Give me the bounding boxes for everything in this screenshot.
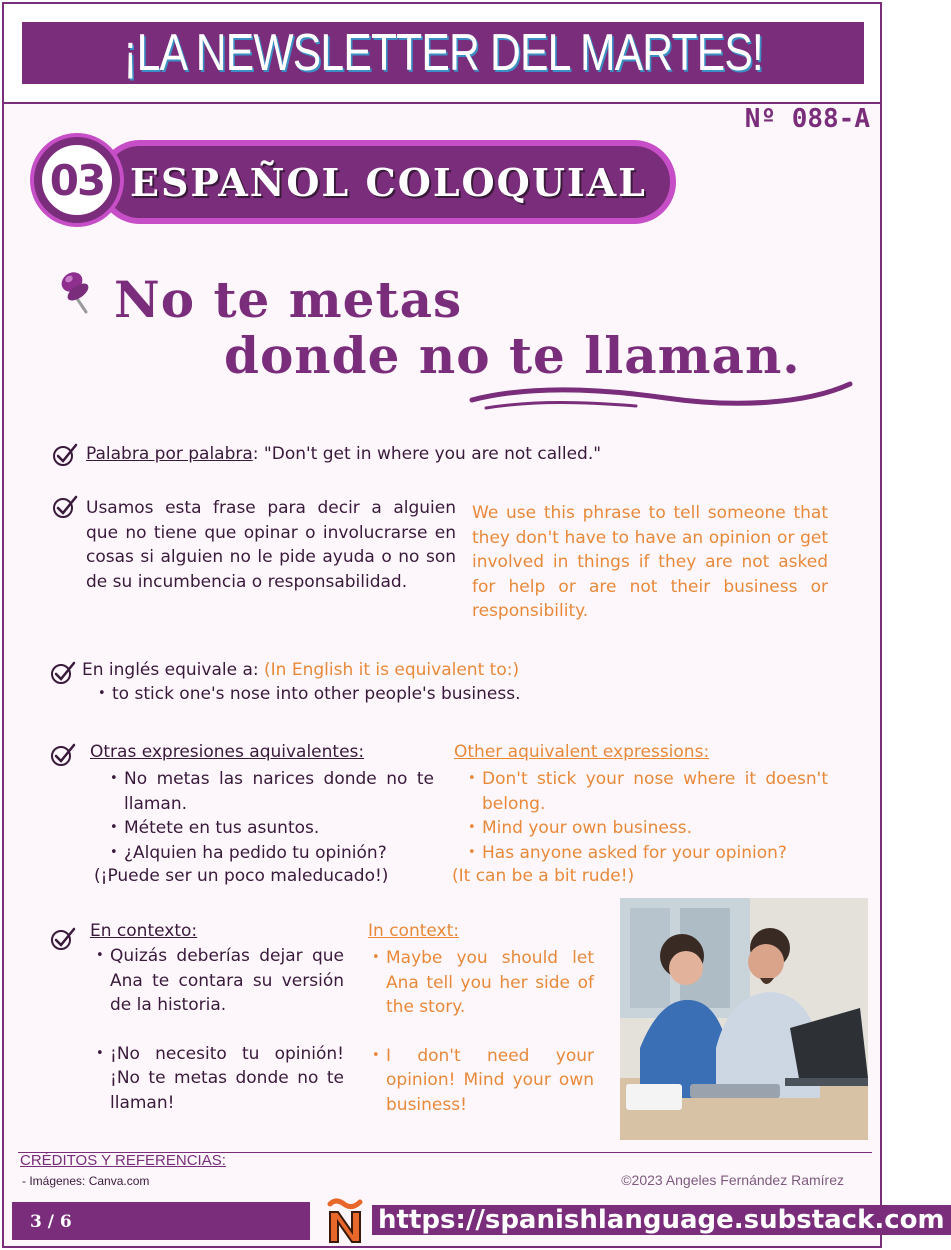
check-circle-icon [50, 742, 76, 768]
header [4, 4, 880, 104]
usage-spanish: Usamos esta frase para decir a alguien que no tiene que opinar o involucrarse en cosas si alguien no le pide ayuda o no son de su incumbencia o responsabilidad. [86, 498, 456, 592]
other-expressions-title-en: Other aquivalent expressions: [454, 742, 710, 762]
check-circle-icon [50, 926, 76, 952]
list-item: • to stick one's nose into other people's business. [98, 682, 798, 707]
list-item: • Quizás deberías dejar que Ana te contara su versión de la historia. [96, 944, 344, 1018]
copyright: ©2023 Angeles Fernández Ramírez [621, 1172, 844, 1188]
pushpin-icon [58, 268, 98, 316]
credits-title: CRÉDITOS Y REFERENCIAS: [20, 1152, 226, 1169]
phrase-title-line1: No te metas [114, 270, 463, 329]
list-item: • Métete en tus asuntos. [110, 816, 434, 841]
issue-number: Nº 088-A [744, 104, 870, 134]
check-circle-icon [52, 442, 78, 468]
page-number: 3 / 6 [30, 1212, 72, 1232]
usage-english: We use this phrase to tell someone that they don't have to have an opinion or get involved in things if they are not asked for help or are not their business or responsibility. [472, 503, 828, 621]
context-list-es [96, 944, 344, 1115]
other-expressions-list-es [110, 767, 434, 865]
other-expressions-title-es: Otras expresiones aquivalentes: [90, 742, 365, 762]
other-expressions-list-en [468, 767, 828, 865]
check-circle-icon [50, 660, 76, 686]
literal-label: Palabra por palabra [86, 444, 253, 464]
list-item: • Maybe you should let Ana tell you her side of the story. [372, 946, 594, 1020]
n-tilde-logo [322, 1198, 368, 1244]
credits-images: - Imágenes: Canva.com [22, 1174, 150, 1188]
literal-translation [86, 442, 846, 467]
section-title: ESPAÑOL COLOQUIAL [130, 160, 647, 205]
couple-arguing-photo [620, 898, 868, 1140]
context-list-en [372, 946, 594, 1117]
swoosh-underline [466, 378, 856, 412]
english-equivalent-heading [82, 658, 842, 683]
list-item: • ¿Alquien ha pedido tu opinión? [110, 841, 434, 866]
english-equivalent-label-en: (In English it is equivalent to:) [264, 660, 520, 680]
substack-link[interactable]: https://spanishlanguage.substack.com [372, 1205, 951, 1235]
other-expressions-note-es: (¡Puede ser un poco maleducado!) [94, 866, 389, 886]
context-title-es: En contexto: [90, 921, 198, 941]
english-equivalent-label: En inglés equivale a: [82, 660, 259, 680]
section-number-badge [34, 137, 120, 223]
english-equivalent-list [98, 682, 798, 707]
section-number: 03 [49, 155, 105, 205]
header-bar [22, 22, 864, 84]
list-item: • Mind your own business. [468, 816, 828, 841]
check-circle-icon [52, 494, 78, 520]
list-item: • I don't need your opinion! Mind your own business! [372, 1044, 594, 1118]
list-item: • Don't stick your nose where it doesn't belong. [468, 767, 828, 816]
phrase-title-line2: donde no te llaman. [224, 326, 801, 385]
literal-text: : "Don't get in where you are not called." [252, 444, 602, 464]
newsletter-title: ¡LA NEWSLETTER DEL MARTES! [123, 24, 763, 82]
list-item: • Has anyone asked for your opinion? [468, 841, 828, 866]
context-title-en: In context: [368, 921, 459, 941]
list-item: • No metas las narices donde no te llaman. [110, 767, 434, 816]
list-item: • ¡No necesito tu opinión! ¡No te metas donde no te llaman! [96, 1042, 344, 1116]
other-expressions-note-en: (It can be a bit rude!) [452, 866, 635, 886]
